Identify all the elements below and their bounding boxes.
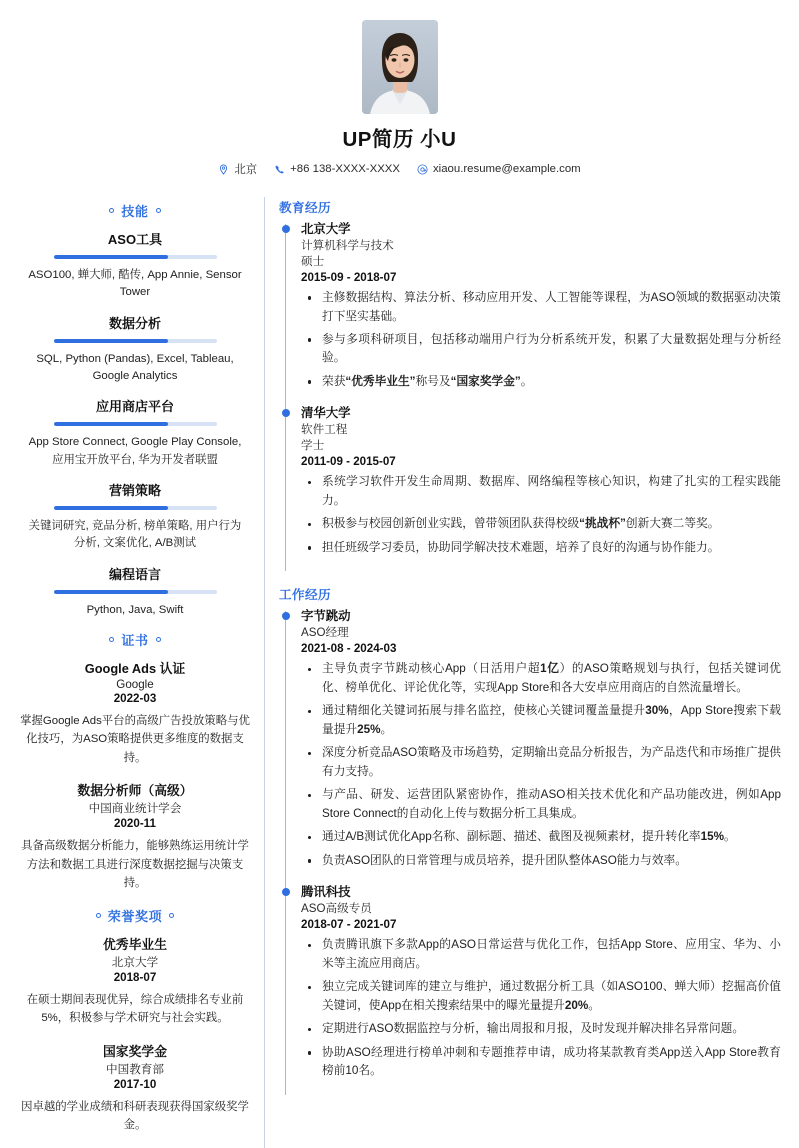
cert-description: 具备高级数据分析能力，能够熟练运用统计学方法和数据工具进行深度数据挖掘与决策支持。 [21, 840, 249, 890]
sidebar [18, 195, 264, 1148]
bullet-item: 通过A/B测试优化App名称、副标题、描述、截图及视频素材，提升转化率15%。 [301, 828, 781, 846]
skill-name: 数据分析 [108, 315, 161, 331]
entry-title: 腾讯科技 [301, 885, 351, 900]
skill-bar-fill [54, 255, 168, 259]
email-at-icon [417, 164, 428, 175]
sidebar-heading-awards-label: 荣誉奖项 [107, 908, 163, 924]
entry-title: 字节跳动 [301, 609, 351, 624]
section-spacer [279, 571, 781, 582]
skill-block [18, 396, 252, 469]
skill-description: Python, Java, Swift [86, 603, 184, 616]
timeline-entry [301, 221, 781, 405]
award-description: 因卓越的学业成绩和科研表现获得国家级奖学金。 [21, 1100, 249, 1132]
timeline-entry [301, 884, 781, 1094]
bullet-item: 独立完成关键词库的建立与维护，通过数据分析工具（如ASO100、蝉大师）挖掘高价值关键词，使App在相关搜索结果中的曝光量提升20%。 [301, 978, 781, 1015]
skill-bar [54, 255, 217, 259]
skill-name: 营销策略 [108, 482, 161, 498]
bullet-item: 主修数据结构、算法分析、移动应用开发、人工智能等课程，为ASO领域的数据驱动决策打下坚实基础。 [301, 289, 781, 326]
timeline-entry [301, 608, 781, 884]
cert-date: 2020-11 [114, 817, 156, 831]
skill-description: ASO100, 蝉大师, 酷传, App Annie, Sensor Tower [28, 269, 242, 299]
timeline-entry [301, 405, 781, 571]
skill-name: ASO工具 [107, 232, 163, 247]
skill-bar [54, 339, 217, 343]
entry-title: 北京大学 [301, 222, 351, 236]
entry-date: 2015-09 - 2018-07 [301, 270, 397, 284]
contact-phone [274, 163, 400, 175]
avatar [362, 20, 438, 114]
sidebar-heading-awards [18, 906, 252, 925]
bullet-item: 负责腾讯旗下多款App的ASO日常运营与优化工作，包括App Store、应用宝、华为、小米等主流应用商店。 [301, 936, 781, 973]
award-date: 2017-10 [113, 1077, 157, 1091]
bullet-item: 负责ASO团队的日常管理与成员培养，提升团队整体ASO能力与效率。 [301, 852, 781, 870]
contact-location-value: 北京 [234, 164, 258, 176]
cert-date: 2022-03 [113, 691, 157, 705]
bullet-item: 主导负责字节跳动核心App（日活用户超1亿）的ASO策略规划与执行，包括关键词优化、榜单优化、评论优化等，实现App Store和各大安卓应用商店的自然流量增长。 [301, 660, 781, 697]
bullet-item: 深度分析竞品ASO策略及市场趋势，定期输出竞品分析报告，为产品迭代和市场推广提供有力支持。 [301, 744, 781, 781]
entry-position: ASO经理 [301, 626, 349, 640]
bullet-item: 系统学习软件开发生命周期、数据库、网络编程等核心知识，构建了扎实的工程实践能力。 [301, 473, 781, 510]
contact-row [18, 161, 781, 177]
circle-deco-icon [169, 913, 174, 918]
entry-position: ASO高级专员 [301, 901, 372, 915]
location-pin-icon [218, 164, 229, 175]
skill-block [18, 480, 252, 553]
skill-bar [54, 590, 217, 594]
sidebar-heading-skills [18, 201, 252, 220]
section-title-work: 工作经历 [279, 588, 331, 603]
sidebar-heading-certificates-label: 证书 [121, 632, 149, 648]
resume-body [18, 195, 781, 1148]
phone-icon [274, 164, 285, 175]
contact-email-value: xiaou.resume@example.com [432, 163, 581, 175]
skill-bar-fill [54, 339, 168, 343]
award-date: 2018-07 [113, 970, 157, 984]
entry-degree: 学士 [301, 439, 325, 453]
skill-name: 应用商店平台 [95, 399, 174, 415]
bullet-item: 定期进行ASO数据监控与分析，输出周报和月报，及时发现并解决排名异常问题。 [301, 1020, 781, 1038]
entry-bullets [301, 660, 781, 870]
cert-description: 掌握Google Ads平台的高级广告投放策略与优化技巧，为ASO策略提供更多维度的数据支持。 [20, 714, 250, 764]
award-block [18, 1041, 252, 1135]
circle-deco-icon [156, 208, 161, 213]
main-column [265, 195, 781, 1095]
skill-bar [54, 422, 217, 426]
skill-block [18, 564, 252, 619]
skill-block [18, 313, 252, 386]
skill-bar [54, 506, 217, 510]
award-organization: 北京大学 [111, 955, 159, 969]
contact-email [417, 163, 581, 175]
education-timeline [279, 221, 781, 571]
cert-title: 数据分析师（高级） [77, 783, 193, 799]
sidebar-heading-certificates [18, 630, 252, 649]
bullet-item: 担任班级学习委员，协助同学解决技术难题，培养了良好的沟通与协作能力。 [301, 539, 781, 557]
section-title-education: 教育经历 [279, 201, 331, 215]
entry-bullets [301, 473, 781, 557]
award-description: 在硕士期间表现优异，综合成绩排名专业前5%，积极参与学术研究与社会实践。 [26, 993, 244, 1025]
skill-bar-fill [54, 422, 168, 426]
skill-bar-fill [54, 506, 168, 510]
entry-date: 2011-09 - 2015-07 [301, 455, 396, 469]
entry-degree: 硕士 [301, 254, 325, 268]
bullet-item: 通过精细化关键词拓展与排名监控，使核心关键词覆盖量提升30%，App Store搜索下载量提升25%。 [301, 702, 781, 739]
entry-major: 计算机科学与技术 [301, 238, 394, 252]
skill-name: 编程语言 [108, 566, 161, 582]
awards-list [18, 934, 252, 1135]
skills-list [18, 229, 252, 619]
skill-description: App Store Connect, Google Play Console, 应用宝开放平台, 华为开发者联盟 [28, 436, 242, 466]
contact-location [218, 161, 257, 177]
award-title: 国家奖学金 [103, 1043, 167, 1059]
contact-phone-value: +86 138-XXXX-XXXX [290, 163, 400, 175]
sidebar-heading-skills-label: 技能 [121, 204, 149, 219]
circle-deco-icon [109, 208, 114, 213]
award-organization: 中国教育部 [106, 1062, 164, 1076]
bullet-item: 与产品、研发、运营团队紧密协作，推动ASO相关技术优化和产品功能改进，例如App Store Connect的自动化上传与数据分析工具集成。 [301, 786, 781, 823]
entry-major: 软件工程 [301, 423, 348, 437]
bullet-item: 参与多项科研项目，包括移动端用户行为分析系统开发，积累了大量数据处理与分析经验。 [301, 331, 781, 368]
skill-description: SQL, Python (Pandas), Excel, Tableau, Google Analytics [36, 352, 234, 382]
award-title: 优秀毕业生 [103, 936, 167, 952]
entry-bullets [301, 936, 781, 1080]
work-timeline [279, 608, 781, 1094]
bullet-item: 积极参与校园创新创业实践，曾带领团队获得校级“挑战杯”创新大赛二等奖。 [301, 515, 781, 533]
cert-organization: 中国商业统计学会 [88, 802, 182, 816]
entry-title: 清华大学 [301, 406, 351, 421]
page-title: UP简历 小U [342, 128, 457, 151]
circle-deco-icon [96, 913, 101, 918]
circle-deco-icon [109, 637, 114, 642]
entry-date: 2018-07 - 2021-07 [301, 917, 397, 931]
skill-block [18, 229, 252, 302]
entry-date: 2021-08 - 2024-03 [301, 642, 397, 656]
award-block [18, 934, 252, 1028]
cert-block [18, 658, 252, 767]
bullet-item: 荣获“优秀毕业生”称号及“国家奖学金”。 [301, 373, 781, 391]
skill-description: 关键词研究, 竞品分析, 榜单策略, 用户行为分析, 文案优化, A/B测试 [28, 519, 242, 550]
portrait-photo-icon [362, 20, 438, 114]
cert-block [18, 780, 252, 892]
cert-title: Google Ads 认证 [84, 660, 186, 676]
resume-header [18, 14, 781, 187]
circle-deco-icon [156, 637, 161, 642]
bullet-item: 协助ASO经理进行榜单冲刺和专题推荐申请，成功将某款教育类App送入App Store教育榜前10名。 [301, 1044, 781, 1081]
certificates-list [18, 658, 252, 893]
cert-organization: Google [116, 677, 154, 691]
skill-bar-fill [54, 590, 168, 594]
entry-bullets [301, 289, 781, 391]
